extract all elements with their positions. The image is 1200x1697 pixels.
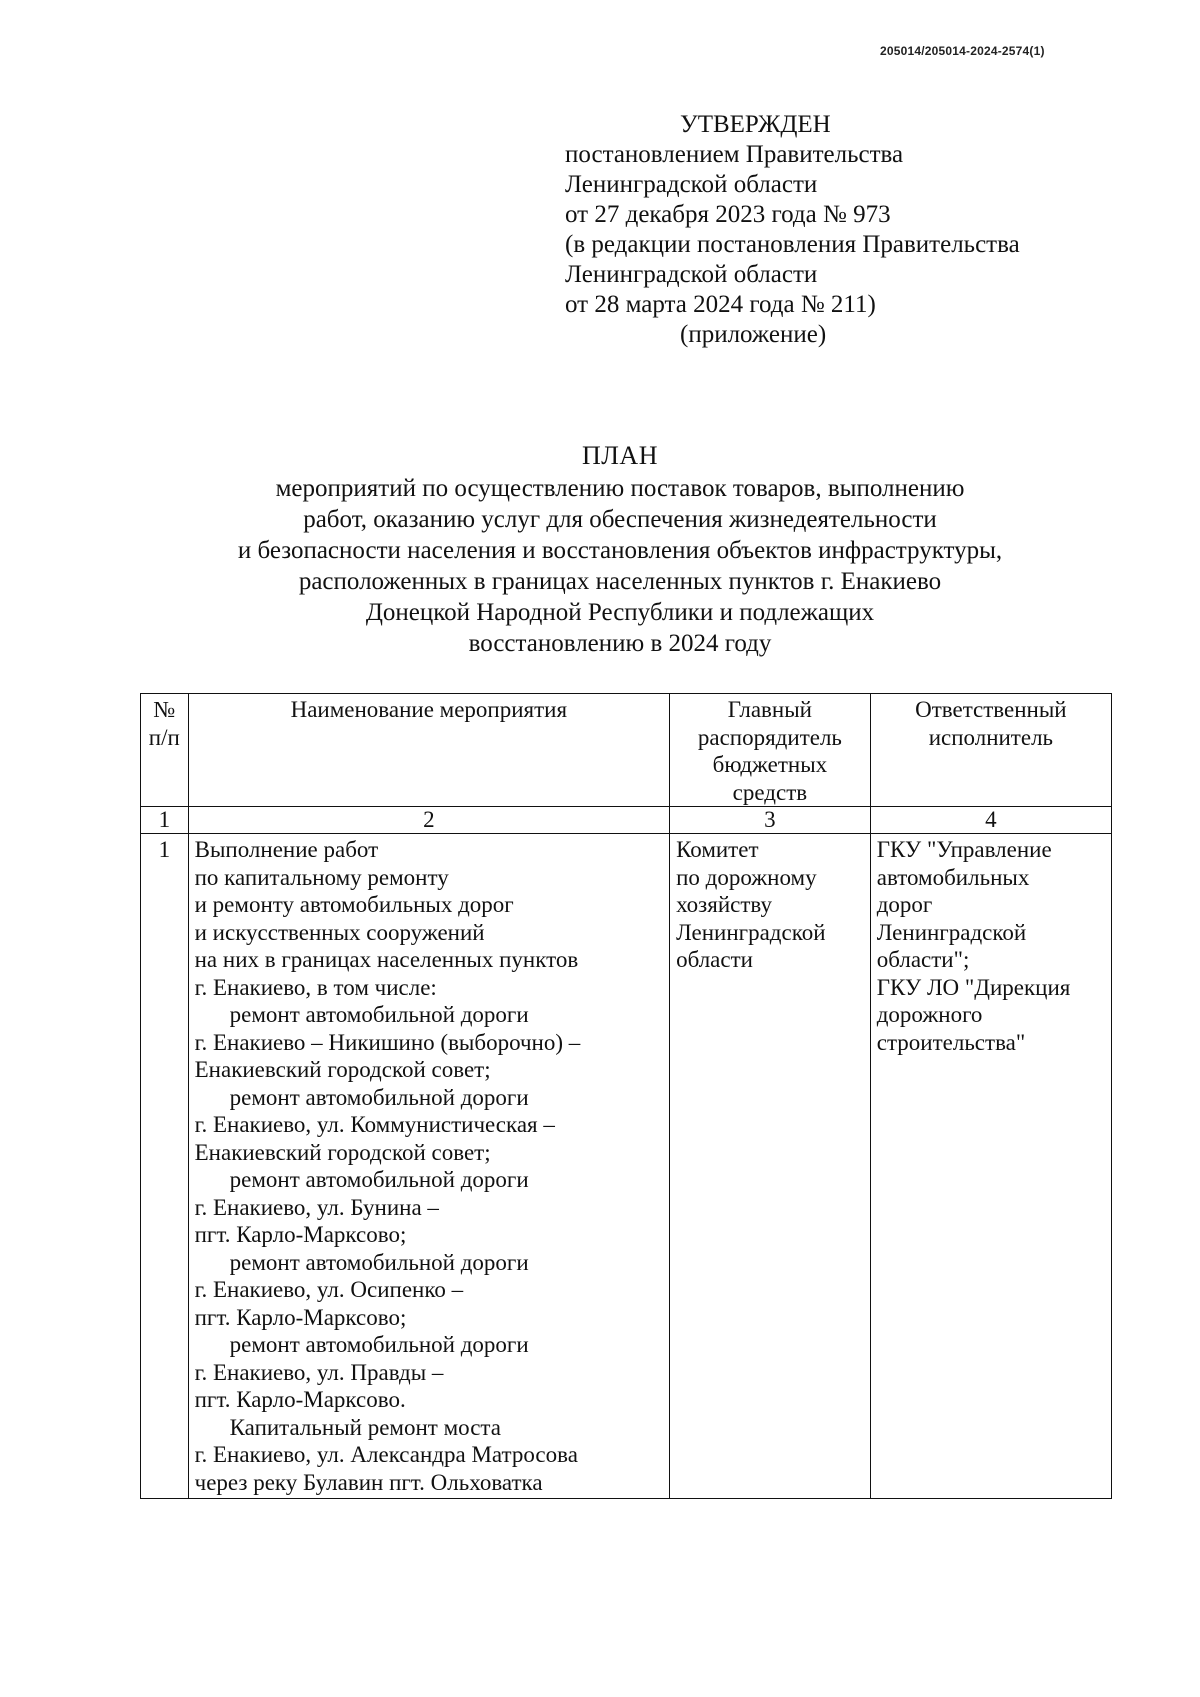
row-name-line: ремонт автомобильной дороги: [229, 1002, 529, 1027]
row-name-line: ремонт автомобильной дороги: [229, 1167, 529, 1192]
row-manager-line: Ленинградской: [676, 919, 826, 945]
approval-block: [565, 110, 1125, 350]
row-name-line: ремонт автомобильной дороги: [229, 1332, 529, 1357]
plan-subtitle-line: восстановлению в 2024 году: [468, 630, 772, 657]
plan-subtitle-line: расположенных в границах населенных пунктов г. Енакиево: [298, 568, 942, 595]
row-name-line: на них в границах населенных пунктов: [194, 947, 579, 972]
row-executor: [870, 834, 1111, 1499]
approval-line: постановлением Правительства: [565, 141, 904, 168]
row-executor-line: области";: [876, 947, 970, 972]
row-name-line: г. Енакиево, ул. Бунина –: [194, 1194, 439, 1220]
appendix-note: (приложение): [680, 321, 827, 348]
row-manager-line: Комитет: [676, 837, 759, 862]
approval-line: от 28 марта 2024 года № 211): [565, 291, 876, 318]
header-num-line: п/п: [148, 724, 180, 750]
approval-line: от 27 декабря 2023 года № 973: [565, 201, 891, 228]
header-num: [141, 694, 189, 807]
row-name-line: г. Енакиево, ул. Александра Матросова: [194, 1442, 578, 1467]
plan-title: ПЛАН: [582, 441, 658, 470]
row-manager-line: хозяйству: [676, 892, 772, 917]
column-number: 4: [870, 807, 1111, 834]
row-name-line: через реку Булавин пгт. Ольховатка: [194, 1469, 543, 1495]
plan-header: [140, 440, 1100, 659]
row-executor-line: дорожного: [876, 1002, 983, 1027]
row-executor-line: строительства": [876, 1029, 1026, 1055]
header-manager-line: бюджетных: [712, 752, 828, 777]
row-name-line: Енакиевский городской совет;: [194, 1057, 491, 1082]
row-name-line: по капитальному ремонту: [194, 864, 449, 890]
header-manager: [670, 694, 871, 807]
row-name-line: Енакиевский городской совет;: [194, 1139, 491, 1165]
row-name-line: пгт. Карло-Марксово;: [194, 1222, 407, 1247]
row-name-line: ремонт автомобильной дороги: [229, 1249, 529, 1275]
row-name-line: и ремонту автомобильных дорог: [194, 892, 514, 917]
approval-line: Ленинградской области: [565, 171, 818, 198]
row-name: [188, 834, 669, 1499]
column-number: 1: [141, 807, 189, 834]
header-executor-line: исполнитель: [928, 724, 1054, 750]
row-manager-line: области: [676, 947, 753, 972]
row-name-line: Выполнение работ: [194, 837, 379, 862]
plan-subtitle-line: мероприятий по осуществлению поставок товаров, выполнению: [275, 475, 965, 502]
row-executor-line: автомобильных: [876, 864, 1030, 890]
approval-line: Ленинградской области: [565, 261, 818, 288]
row-name-line: г. Енакиево, ул. Осипенко –: [194, 1277, 464, 1302]
row-executor-line: ГКУ "Управление: [876, 837, 1052, 862]
row-name-line: г. Енакиево, в том числе:: [194, 974, 437, 1000]
plan-subtitle-line: и безопасности населения и восстановления объектов инфраструктуры,: [237, 537, 1003, 564]
row-manager: [670, 834, 871, 1499]
row-num: 1: [141, 834, 189, 1499]
column-number-row: [141, 807, 1112, 834]
row-executor-line: ГКУ ЛО "Дирекция: [876, 974, 1071, 1000]
header-name-text: Наименование мероприятия: [290, 697, 568, 722]
column-number: 3: [670, 807, 871, 834]
row-executor-line: Ленинградской: [876, 919, 1027, 945]
header-manager-line: распорядитель: [697, 724, 842, 750]
row-name-line: г. Енакиево, ул. Правды –: [194, 1359, 444, 1385]
row-name-line: г. Енакиево – Никишино (выборочно) –: [194, 1029, 581, 1055]
table-row: [141, 834, 1112, 1499]
header-manager-line: Главный: [727, 697, 812, 722]
row-name-line: пгт. Карло-Марксово;: [194, 1304, 407, 1330]
row-name-line: пгт. Карло-Марксово.: [194, 1387, 406, 1412]
approval-line: (в редакции постановления Правительства: [565, 231, 1020, 258]
document-id: 205014/205014-2024-2574(1): [880, 44, 1045, 58]
row-name-line: Капитальный ремонт моста: [229, 1414, 501, 1440]
row-name-line: ремонт автомобильной дороги: [229, 1084, 529, 1110]
plan-subtitle-line: Донецкой Народной Республики и подлежащих: [365, 599, 875, 626]
row-name-line: и искусственных сооружений: [194, 919, 485, 945]
row-manager-line: по дорожному: [676, 864, 817, 890]
row-executor-line: дорог: [876, 892, 933, 917]
column-number: 2: [188, 807, 669, 834]
plan-subtitle-line: работ, оказанию услуг для обеспечения жизнедеятельности: [303, 506, 937, 533]
approval-title: УТВЕРЖДЕН: [680, 111, 831, 138]
header-num-line: №: [153, 697, 176, 722]
plan-table: [140, 693, 1112, 1499]
header-manager-line: средств: [732, 779, 808, 805]
row-name-line: г. Енакиево, ул. Коммунистическая –: [194, 1112, 555, 1137]
header-executor-line: Ответственный: [915, 697, 1067, 722]
header-executor: [870, 694, 1111, 807]
header-name: [188, 694, 669, 807]
table-header-row: [141, 694, 1112, 807]
